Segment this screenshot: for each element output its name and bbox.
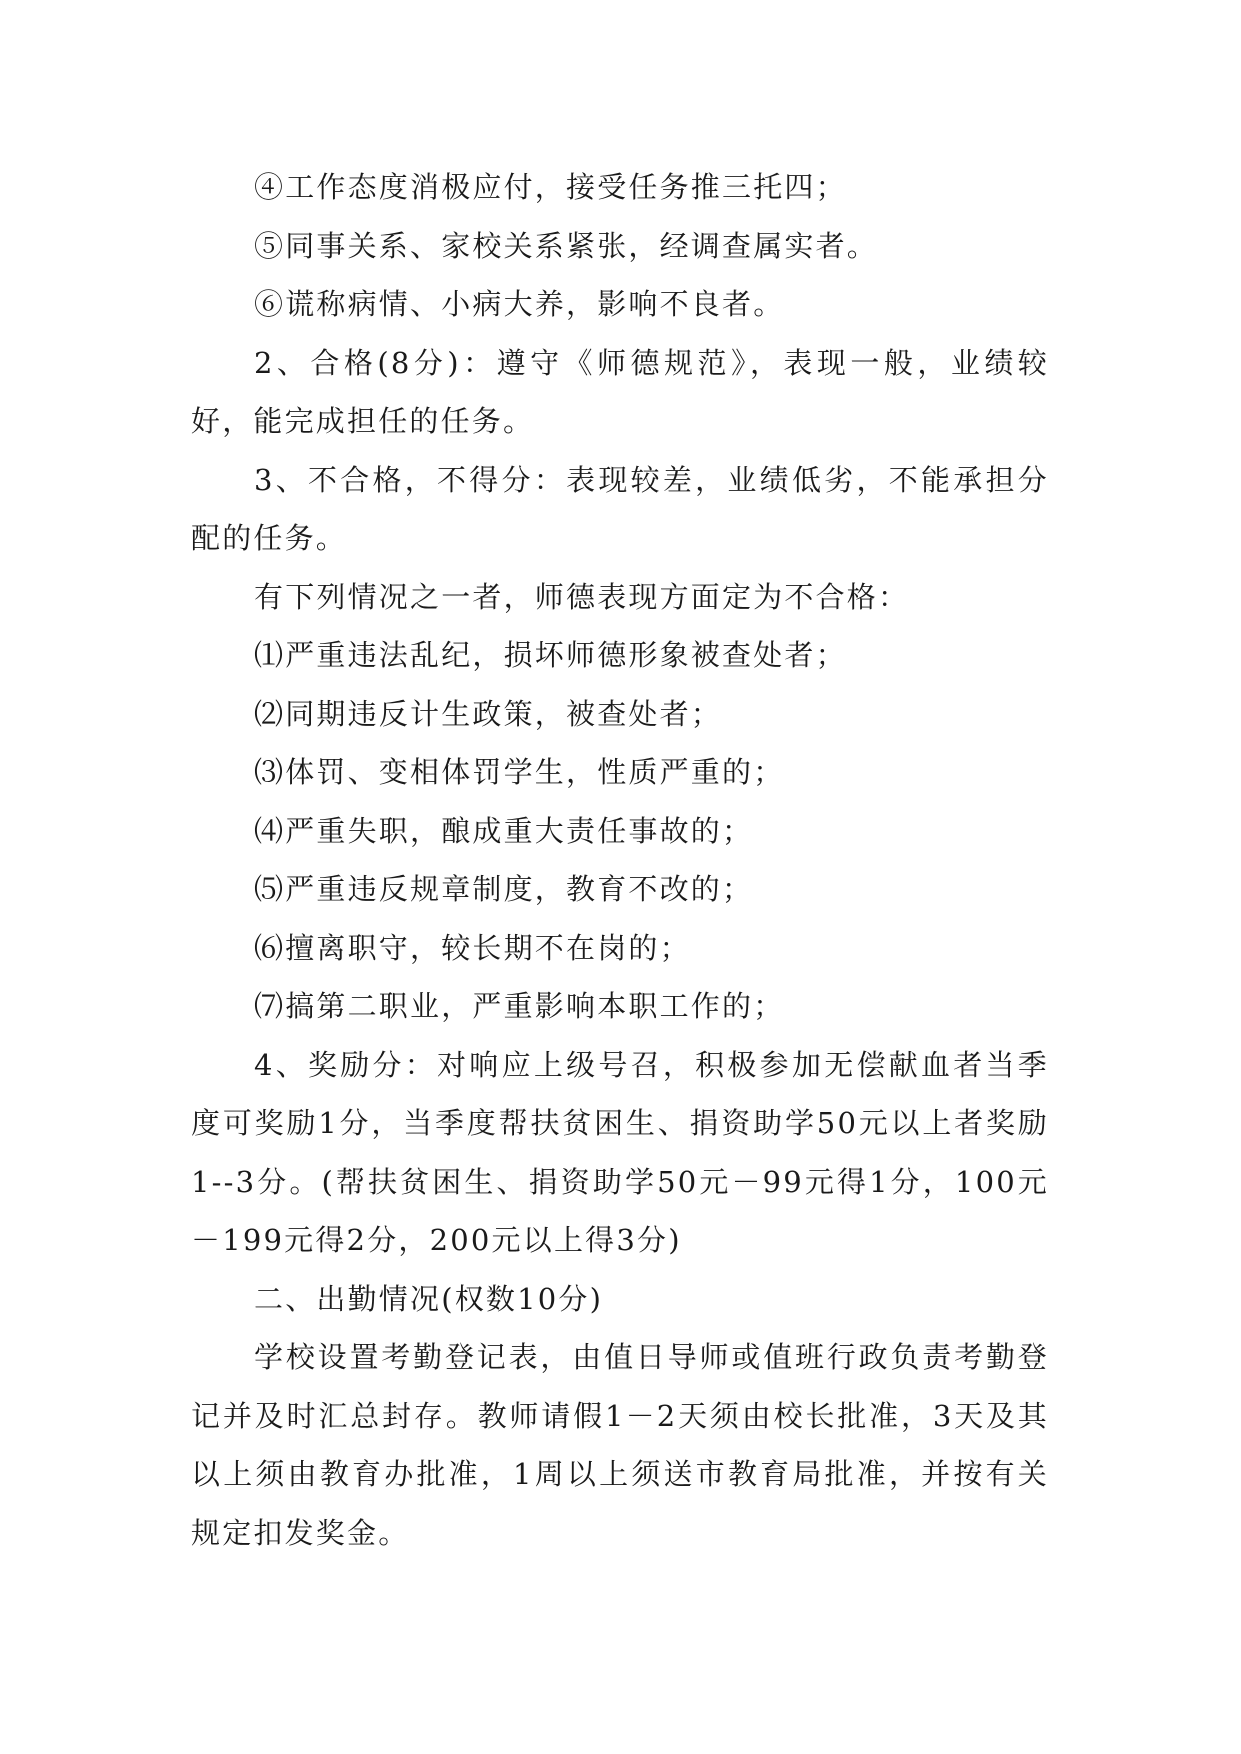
paragraph: ④工作态度消极应付，接受任务推三托四； [254, 170, 847, 204]
document-page [191, 158, 1049, 1562]
paragraph: ⑴严重违法乱纪，损坏师德形象被查处者； [254, 638, 847, 672]
paragraph: ⑥谎称病情、小病大养，影响不良者。 [254, 287, 785, 321]
paragraph: ⑷严重失职，酿成重大责任事故的； [254, 813, 754, 848]
paragraph: ⑸严重违反规章制度，教育不改的； [254, 872, 754, 906]
paragraph: 4、奖励分：对响应上级号召，积极参加无偿献血者当季度可奖励1分，当季度帮扶贫困生、捐资助学50元以上者奖励1--3分。(帮扶贫困生、捐资助学50元－99元得1分，100元－199元得2分，200元以上得3分) [191, 1047, 1049, 1257]
paragraph: 二、出勤情况(权数10分) [254, 1281, 604, 1316]
paragraph: 3、不合格，不得分：表现较差，业绩低劣，不能承担分配的任务。 [191, 462, 1049, 555]
paragraph: ⑺搞第二职业，严重影响本职工作的； [254, 989, 785, 1023]
paragraph: ⑹擅离职守，较长期不在岗的； [254, 930, 691, 965]
paragraph: 有下列情况之一者，师德表现方面定为不合格： [254, 579, 910, 614]
paragraph: 2、合格(8分)：遵守《师德规范》，表现一般，业绩较好，能完成担任的任务。 [191, 345, 1049, 438]
paragraph: ⑶体罚、变相体罚学生，性质严重的； [254, 755, 785, 789]
paragraph: ⑵同期违反计生政策，被查处者； [254, 696, 723, 731]
paragraph: ⑤同事关系、家校关系紧张，经调查属实者。 [254, 228, 879, 263]
paragraph: 学校设置考勤登记表，由值日导师或值班行政负责考勤登记并及时汇总封存。教师请假1－2天须由校长批准，3天及其以上须由教育办批准，1周以上须送市教育局批准，并按有关规定扣发奖金。 [191, 1340, 1049, 1550]
